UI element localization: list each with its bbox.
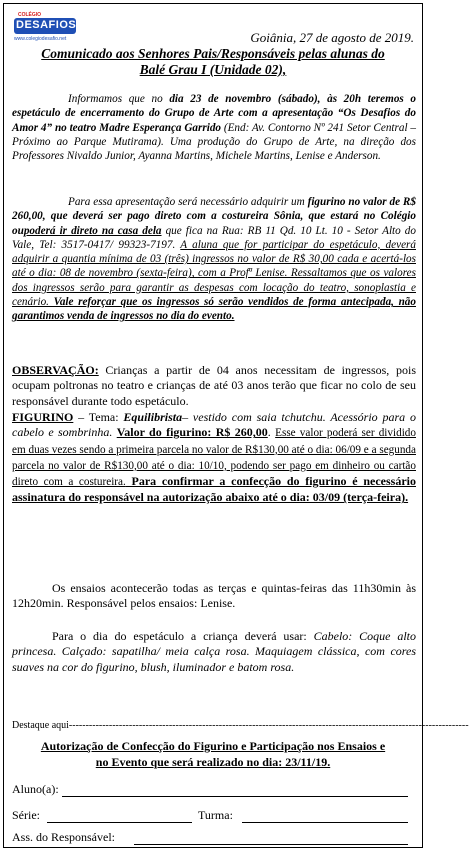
logo-top-text: COLÉGIO [18,12,42,18]
authorization-title [4,738,422,770]
auth-line-2: no Evento que será realizado no dia: 23/11/19. [95,755,331,769]
document-date: Goiânia, 27 de agosto de 2019. [250,30,414,45]
turma-field[interactable] [242,822,408,823]
assinatura-field[interactable] [134,844,408,845]
title-line-2: Balé Grau I (Unidade 02), [139,62,287,77]
aluno-field[interactable] [62,796,408,797]
aluno-label: Aluno(a): [12,782,59,796]
turma-label: Turma: [198,808,233,822]
paragraph-figurino-tickets: Para essa apresentação será necessário adquirir um figurino no valor de R$ 260,00, que deverá ser pago direto com a costureira Sônia, que estará no Colégio oupoderá ir direto na casa dela que fica na Rua: RB 11 Qd. 10 Lt. 10 - Setor Alto do Vale, Tel: 3517-0417/ 99323-7197. A aluna que for participar do espetáculo, deverá adquirir a quantia mínima de 03 (três) ingressos no valor de R$ 30,00 cada e acertá-los até o dia: 08 de novembro (sexta-feira), com a Profª Lenise. Ressaltamos que os valores dos ingressos serão para garantir as despesas com locação do teatro, sonoplastia e cenário. Vale reforçar que os ingressos só serão vendidos de forma antecipada, não garantimos venda de ingressos no dia do evento. [12,196,416,323]
logo-main-text: DESAFIOS [16,19,77,31]
serie-field[interactable] [47,822,192,823]
logo-url: www.colegiodesafio.net [14,36,67,42]
paragraph-observacao: OBSERVAÇÃO: Crianças a partir de 04 anos necessitam de ingressos, pois ocupam poltronas no teatro e crianças de até 03 anos terão que ficar no colo de seu responsável durante todo espetáculo. [12,363,416,408]
auth-line-1: Autorização de Confecção do Figurino e Participação nos Ensaios e [40,739,386,753]
paragraph-ensaios: Os ensaios acontecerão todas as terças e quintas-feiras das 11h30min às 12h20min. Responsável pelos ensaios: Lenise. [12,581,416,611]
assinatura-label: Ass. do Responsável: [12,830,115,844]
document-title [4,46,422,78]
school-logo [14,12,76,46]
paragraph-figurino: FIGURINO – Tema: Equilibrista– vestido com saia tchutchu. Acessório para o cabelo e sombrinha. Valor do figurino: R$ 260,00. Esse valor poderá ser dividido em duas vezes sendo a primeira parcela no valor de R$130,00 até o dia: 06/09 e a segunda parcela no valor de R$130,00 até o dia: 10/10, podendo ser pago em dinheiro ou cartão direto com a costureira. Para confirmar a confecção do figurino é necessário assinatura do responsável na autorização abaixo até o dia: 03/09 (terça-feira). [12,410,416,505]
serie-label: Série: [12,808,40,822]
cut-line: Destaque aqui------------------------------------------------------------------------------------------------------------------------ [12,720,469,731]
paragraph-intro: Informamos que no dia 23 de novembro (sábado), às 20h teremos o espetáculo de encerramento do Grupo de Arte com a apresentação “Os Desafios do Amor 4” no teatro Madre Esperança Garrido (End: Av. Contorno Nº 241 Setor Central – Próximo ao Parque Mutirama). Uma produção do Grupo de Arte, na direção dos Professores Nivaldo Junior, Ayanna Martins, Michele Martins, Lenise e Anderson. [12,93,417,163]
document-page [3,3,469,848]
title-line-1: Comunicado aos Senhores Pais/Responsáveis pelas alunas do [41,46,385,61]
paragraph-dia-espetaculo: Para o dia do espetáculo a criança deverá usar: Cabelo: Coque alto princesa. Calçado: sapatilha/ meia calça rosa. Maquiagem clássica, com cores suaves na cor do figurino, blush, iluminador e batom rosa. [12,629,416,674]
